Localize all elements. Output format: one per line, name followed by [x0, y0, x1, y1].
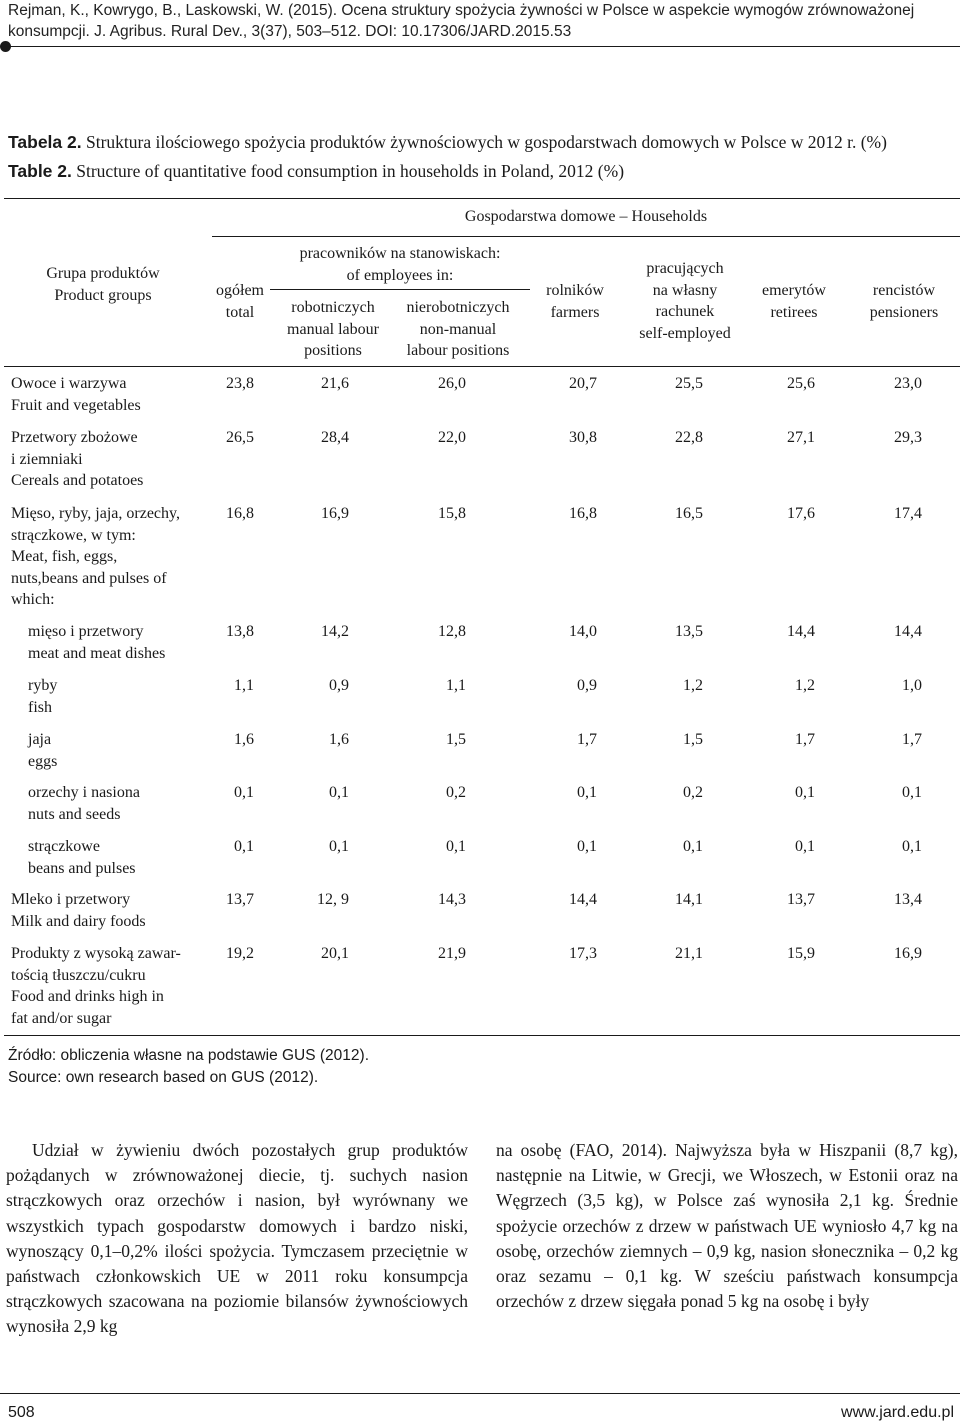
table-cell: 0,1 [683, 838, 703, 855]
table-cell: 21,6 [321, 375, 349, 392]
row-label-line: i ziemniaki [11, 450, 83, 468]
header-total-pl: ogółem [216, 282, 264, 299]
header-farmers [530, 280, 620, 323]
source-en: Source: own research based on GUS (2012). [8, 1068, 319, 1086]
table-cell: 0,1 [329, 838, 349, 855]
table-caption [8, 128, 958, 186]
table-cell: 17,6 [787, 505, 815, 522]
table-cell: 1,6 [329, 731, 349, 748]
table-cell: 13,7 [226, 891, 254, 908]
row-label-line: which: [11, 591, 55, 608]
row-label-meat-fish-eggs [11, 503, 180, 611]
header-self-employed [620, 258, 750, 344]
header-households: Gospodarstwa domowe – Households [464, 208, 708, 225]
table-cell: 23,0 [894, 375, 922, 392]
row-label-line: Owoce i warzywa [11, 375, 127, 392]
body-column-left: Udział w żywieniu dwóch pozostałych grup produktów pożądanych w zrównoważonej diecie, tj. suchych nasion strączkowych oraz orzechów i nasion, był wyrównany we wszystkich typach gospodarstw domowych i bardzo niski, wynoszący 0,1–0,2% ilości spożycia. Tymczasem przeciętnie w państwach członkowskich UE w 2011 roku konsumpcja strączkowych szacowana na poziomie bilansów żywnościowych wynosiła 2,9 kg [6, 1140, 468, 1337]
row-label-meat-dishes [28, 621, 165, 664]
table-cell: 14,4 [894, 623, 922, 640]
page-number: 508 [8, 1404, 35, 1421]
row-label-line: orzechy i nasiona [28, 784, 140, 801]
row-label-line: Produkty z wysoką zawar- [11, 945, 181, 962]
caption-pl-label: Tabela 2. [8, 132, 82, 152]
row-label-line: nuts,beans and pulses of [11, 569, 167, 587]
table-cell: 21,9 [438, 945, 466, 962]
table-cell: 0,9 [329, 677, 349, 694]
header-self-employed-4: self-employed [639, 324, 731, 342]
table-cell: 1,5 [446, 731, 466, 748]
header-bottom-rule [4, 366, 960, 367]
row-label-fruit-vegetables [11, 373, 141, 416]
table-cell: 14,4 [787, 623, 815, 640]
source-pl: Źródło: obliczenia własne na podstawie GUS (2012). [8, 1047, 369, 1064]
citation-line-2: konsumpcji. J. Agribus. Rural Dev., 3(37), 503–512. DOI: 10.17306/JARD.2015.53 [8, 23, 572, 40]
table-cell: 20,7 [569, 375, 597, 392]
table-cell: 20,1 [321, 945, 349, 962]
caption-en-label: Table 2. [8, 161, 72, 181]
row-label-line: meat and meat dishes [28, 644, 166, 662]
row-label-line: strączkowe [28, 838, 100, 855]
row-label-line: fat and/or sugar [11, 1009, 112, 1027]
row-label-line: Mleko i przetwory [11, 891, 131, 908]
table-cell: 17,4 [894, 505, 922, 522]
caption-en [8, 157, 958, 186]
table-cell: 14,1 [675, 891, 703, 908]
table-cell: 28,4 [321, 429, 349, 446]
row-label-line: Milk and dairy foods [11, 912, 146, 930]
row-label-line: Meat, fish, eggs, [11, 548, 118, 565]
table-cell: 1,7 [795, 731, 815, 748]
caption-pl-text: Struktura ilościowego spożycia produktów żywnościowych w gospodarstwach domowych w Polsce w 2012 r. (%) [81, 132, 887, 152]
row-label-line: Food and drinks high in [11, 988, 164, 1005]
header-nonmanual-1: nierobotniczych [406, 299, 510, 316]
header-employees [270, 243, 530, 286]
table-cell: 0,1 [795, 784, 815, 801]
header-pensioners-en: pensioners [869, 303, 939, 321]
header-total [200, 280, 280, 323]
row-label-line: Fruit and vegetables [11, 396, 141, 414]
header-product-groups-pl: Grupa produktów [46, 265, 160, 282]
table-cell: 1,1 [446, 677, 466, 694]
header-self-employed-3: rachunek [655, 303, 715, 320]
row-label-line: Przetwory zbożowe [11, 429, 138, 446]
table-cell: 13,7 [787, 891, 815, 908]
table-cell: 0,1 [902, 784, 922, 801]
table-cell: 16,8 [569, 505, 597, 522]
table-cell: 27,1 [787, 429, 815, 446]
table-cell: 1,2 [795, 677, 815, 694]
table-cell: 25,5 [675, 375, 703, 392]
table-cell: 14,0 [569, 623, 597, 640]
table-cell: 16,9 [894, 945, 922, 962]
table-top-rule [4, 198, 960, 199]
table-cell: 0,1 [577, 838, 597, 855]
caption-pl [8, 128, 958, 157]
table-cell: 0,1 [795, 838, 815, 855]
table-cell: 0,2 [683, 784, 703, 801]
header-retirees-en: retirees [770, 303, 818, 321]
table-cell: 1,6 [234, 731, 254, 748]
footer-rule [0, 1393, 960, 1394]
row-label-line: fish [28, 698, 52, 716]
header-product-groups [8, 263, 198, 306]
table-cell: 16,8 [226, 505, 254, 522]
row-label-eggs [28, 729, 57, 772]
table-cell: 13,4 [894, 891, 922, 908]
row-label-fish [28, 675, 57, 718]
header-pensioners-pl: rencistów [872, 282, 936, 299]
header-employees-en: of employees in: [346, 266, 454, 284]
table-cell: 29,3 [894, 429, 922, 446]
table-source [8, 1045, 369, 1088]
citation-header [8, 0, 953, 42]
row-label-milk-dairy [11, 889, 146, 932]
header-retirees-pl: emerytów [762, 282, 826, 299]
caption-en-text: Structure of quantitative food consumption in households in Poland, 2012 (%) [71, 161, 625, 181]
row-label-high-fat-sugar [11, 943, 181, 1029]
table-cell: 26,0 [438, 375, 466, 392]
row-label-line: ryby [28, 677, 58, 694]
table-cell: 17,3 [569, 945, 597, 962]
header-manual [270, 297, 396, 362]
table-cell: 13,5 [675, 623, 703, 640]
row-label-beans-pulses [28, 836, 136, 879]
table-cell: 12, 9 [317, 891, 349, 908]
citation-line-1: Rejman, K., Kowrygo, B., Laskowski, W. (2015). Ocena struktury spożycia żywności w Polsce w aspekcie wymogów zrównoważonej [8, 2, 915, 19]
table-cell: 21,1 [675, 945, 703, 962]
row-label-line: Cereals and potatoes [11, 472, 144, 489]
header-manual-2: manual labour [287, 320, 379, 338]
header-farmers-pl: rolników [546, 282, 604, 299]
table-cell: 13,8 [226, 623, 254, 640]
table-bottom-rule [4, 1035, 960, 1036]
header-nonmanual-3: labour positions [406, 342, 510, 359]
table-cell: 15,8 [438, 505, 466, 522]
row-label-line: jaja [28, 731, 52, 748]
body-column-right: na osobę (FAO, 2014). Najwyższa była w Hiszpanii (8,7 kg), następnie na Litwie, w Grecji, we Włoszech, w Estonii oraz na Węgrzech (3,5 kg), w Polsce zaś wynosiła 2,1 kg. Średnie spożycie orzechów z drzew w państwach UE wyniosło 4,7 kg na osobę, orzechów ziemnych – 0,9 kg, nasion słonecznika – 0,2 kg oraz sezamu – 0,1 kg. W sześciu państwach konsumpcja orzechów z drzew sięgała ponad 5 kg na osobę i były [496, 1140, 958, 1312]
table-cell: 22,0 [438, 429, 466, 446]
table-cell: 1,7 [577, 731, 597, 748]
table-cell: 14,3 [438, 891, 466, 908]
table-cell: 22,8 [675, 429, 703, 446]
header-pensioners [852, 280, 956, 323]
row-label-line: strączkowe, w tym: [11, 526, 136, 544]
header-rule [4, 46, 960, 47]
table-cell: 26,5 [226, 429, 254, 446]
table-cell: 16,9 [321, 505, 349, 522]
table-cell: 19,2 [226, 945, 254, 962]
header-total-en: total [225, 303, 255, 321]
table-cell: 0,1 [577, 784, 597, 801]
table-cell: 14,2 [321, 623, 349, 640]
households-rule [212, 236, 960, 237]
table-cell: 0,1 [234, 784, 254, 801]
table-cell: 1,1 [234, 677, 254, 694]
table-cell: 0,9 [577, 677, 597, 694]
header-self-employed-2: na własny [652, 281, 718, 299]
table-cell: 1,7 [902, 731, 922, 748]
row-label-line: nuts and seeds [28, 805, 121, 823]
row-label-line: tością tłuszczu/cukru [11, 966, 146, 984]
row-label-cereals-potatoes [11, 427, 143, 492]
row-label-line: eggs [28, 752, 58, 770]
row-label-nuts-seeds [28, 782, 140, 825]
table-cell: 0,1 [329, 784, 349, 801]
header-employees-pl: pracowników na stanowiskach: [299, 245, 501, 262]
table-cell: 16,5 [675, 505, 703, 522]
header-retirees [744, 280, 844, 323]
header-farmers-en: farmers [550, 303, 600, 321]
table-cell: 0,1 [902, 838, 922, 855]
employees-rule [270, 289, 530, 290]
row-label-line: Mięso, ryby, jaja, orzechy, [11, 505, 180, 522]
header-nonmanual-2: non-manual [419, 320, 497, 338]
header-self-employed-1: pracujących [646, 260, 724, 277]
journal-website-link[interactable]: www.jard.edu.pl [841, 1404, 954, 1421]
table-cell: 15,9 [787, 945, 815, 962]
header-nonmanual [386, 297, 530, 362]
table-cell: 12,8 [438, 623, 466, 640]
table-cell: 1,5 [683, 731, 703, 748]
header-manual-3: positions [304, 342, 362, 359]
table-cell: 30,8 [569, 429, 597, 446]
header-product-groups-en: Product groups [54, 286, 152, 304]
table-cell: 23,8 [226, 375, 254, 392]
table-cell: 1,2 [683, 677, 703, 694]
row-label-line: beans and pulses [28, 859, 136, 877]
table-cell: 0,1 [234, 838, 254, 855]
table-cell: 0,1 [446, 838, 466, 855]
table-cell: 0,2 [446, 784, 466, 801]
row-label-line: mięso i przetwory [28, 623, 144, 640]
header-manual-1: robotniczych [291, 299, 375, 316]
table-cell: 25,6 [787, 375, 815, 392]
table-cell: 14,4 [569, 891, 597, 908]
table-cell: 1,0 [902, 677, 922, 694]
